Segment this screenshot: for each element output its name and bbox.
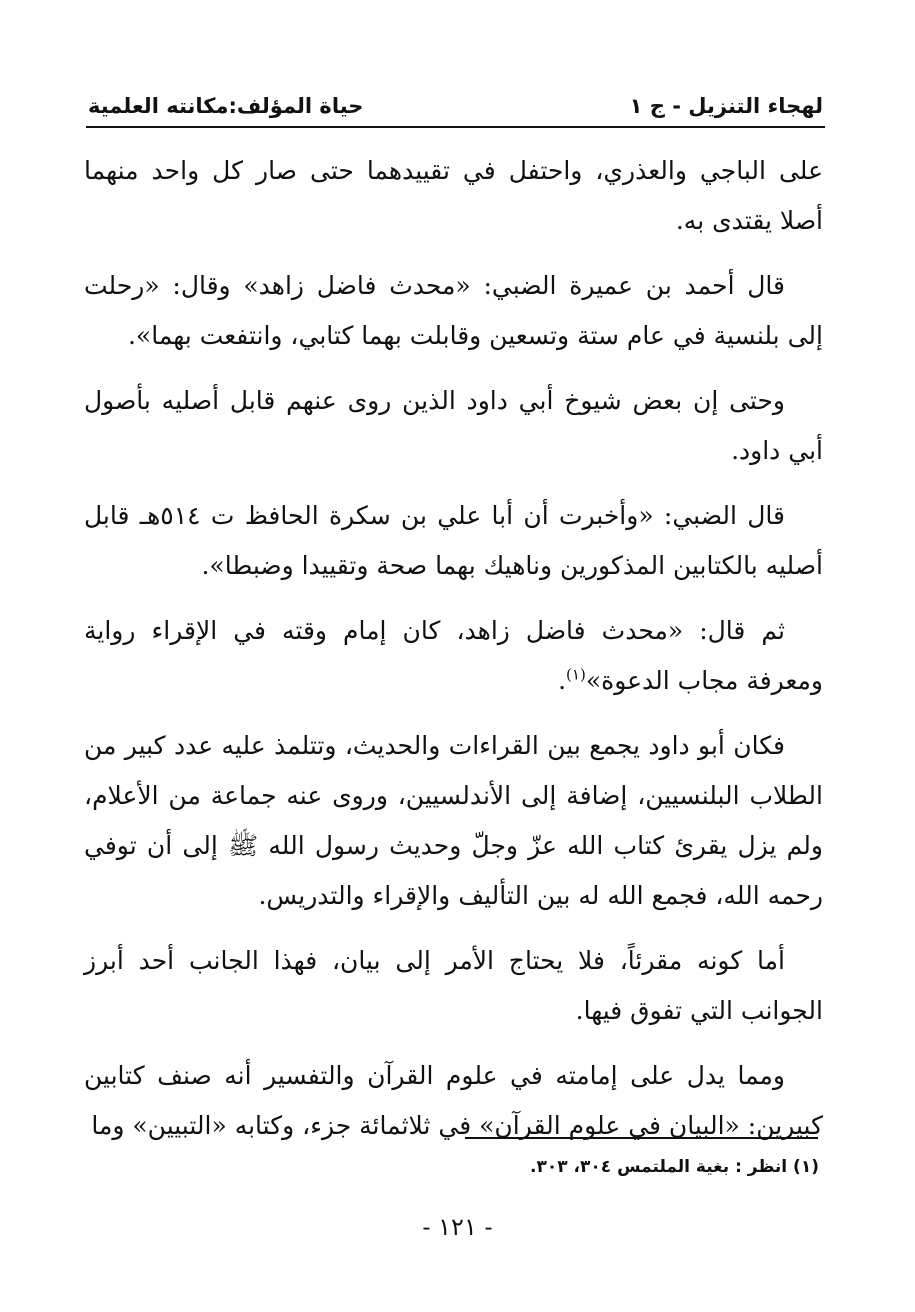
paragraph: قال أحمد بن عميرة الضبي: «محدث فاضل زاهد» وقال: «رحلت إلى بلنسية في عام ستة وتسعين وقابلت بهما كتابي، وانتفعت بهما».	[84, 271, 823, 350]
running-header	[88, 78, 823, 118]
paragraph: فكان أبو داود يجمع بين القراءات والحديث، وتتلمذ عليه عدد كبير من الطلاب البلنسيين، إضافة إلى الأندلسيين، وروى عنه جماعة من الأعلام، ولم يزل يقرئ كتاب الله عزّ وجلّ وحديث رسول الله ﷺ إلى أن توفي رحمه الله، فجمع الله له بين التأليف والإقراء والتدريس.	[84, 731, 823, 910]
page-number: - ١٢١ -	[422, 1213, 493, 1241]
body-text	[84, 146, 823, 1166]
footnote-reference[interactable]: (١)	[566, 665, 586, 684]
footnote: (١) انظر : بغية الملتمس ٣٠٤، ٣٠٣.	[530, 1157, 819, 1177]
paragraph: ثم قال: «محدث فاضل زاهد، كان إمام وقته في الإقراء رواية ومعرفة مجاب الدعوة»$^{(١)}$.	[84, 616, 823, 695]
paragraph: قال الضبي: «وأخبرت أن أبا علي بن سكرة الحافظ ت ٥١٤هـ قابل أصليه بالكتابين المذكورين وناهيك بهما صحة وتقييدا وضبطا».	[84, 501, 823, 580]
paragraph: ومما يدل على إمامته في علوم القرآن والتفسير أنه صنف كتابين كبيرين: «البيان في علوم القرآن» في ثلاثمائة جزء، وكتابه «التبيين» وما	[84, 1061, 823, 1140]
footnote-separator	[465, 1137, 818, 1139]
header-section-title: حياة المؤلف:مكانته العلمية	[88, 94, 364, 118]
header-rule	[86, 126, 825, 128]
paragraph: أما كونه مقرئاً، فلا يحتاج الأمر إلى بيان، فهذا الجانب أحد أبرز الجوانب التي تفوق فيها.	[84, 946, 823, 1025]
header-book-title: لهجاء التنزيل - ج ١	[629, 94, 823, 118]
paragraph: على الباجي والعذري، واحتفل في تقييدهما حتى صار كل واحد منهما أصلا يقتدى به.	[84, 156, 823, 235]
paragraph: وحتى إن بعض شيوخ أبي داود الذين روى عنهم قابل أصليه بأصول أبي داود.	[84, 386, 823, 465]
